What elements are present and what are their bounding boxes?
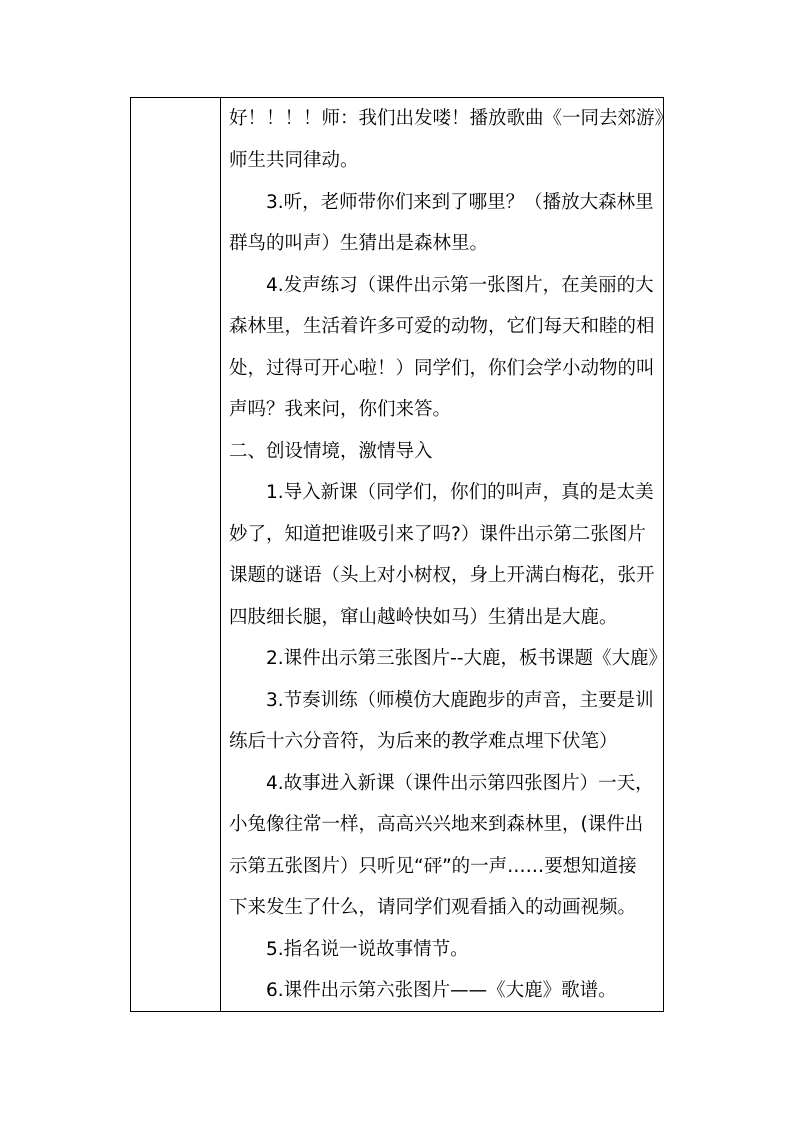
text-line: 师生共同律动。: [229, 150, 359, 171]
text-line: 下来发生了什么，请同学们观看插入的动画视频。: [229, 897, 637, 918]
section-heading: 二、创设情境，激情导入: [229, 441, 433, 462]
text-line: 示第五张图片）只听见“砰”的一声……要想知道接: [229, 856, 637, 877]
text-line: 森林里，生活着许多可爱的动物，它们每天和睦的相: [229, 316, 655, 337]
text-line: 2.课件出示第三张图片--大鹿，板书课题《大鹿》: [266, 648, 668, 669]
left-empty-cell: [131, 98, 220, 1011]
text-line: 4.故事进入新课（课件出示第四张图片）一天，: [266, 773, 654, 794]
text-line: 课题的谜语（头上对小树杈，身上开满白梅花，张开: [229, 565, 655, 586]
text-line: 声吗？我来问，你们来答。: [229, 399, 452, 420]
text-line: 群鸟的叫声）生猜出是森林里。: [229, 233, 489, 254]
text-line: 1.导入新课（同学们，你们的叫声，真的是太美: [266, 482, 654, 503]
table-column-divider: [220, 97, 221, 1012]
text-line: 四肢细长腿，窜山越岭快如马）生猜出是大鹿。: [229, 607, 618, 628]
text-line: 3.听，老师带你们来到了哪里？（播放大森林里: [266, 192, 654, 213]
text-line: 好！！！！师：我们出发喽！播放歌曲《一同去郊游》: [229, 108, 674, 129]
text-line: 小兔像往常一样，高高兴兴地来到森林里，(课件出: [229, 814, 644, 835]
text-line: 练后十六分音符，为后来的教学难点埋下伏笔）: [229, 731, 618, 752]
text-line: 4.发声练习（课件出示第一张图片，在美丽的大: [266, 275, 654, 296]
text-line: 3.节奏训练（师模仿大鹿跑步的声音，主要是训: [266, 690, 654, 711]
text-line: 处，过得可开心啦！）同学们，你们会学小动物的叫: [229, 358, 655, 379]
text-line: 妙了，知道把谁吸引来了吗?）课件出示第二张图片: [229, 524, 646, 545]
text-line: 6.课件出示第六张图片——《大鹿》歌谱。: [266, 980, 617, 1001]
text-line: 5.指名说一说故事情节。: [266, 939, 469, 960]
